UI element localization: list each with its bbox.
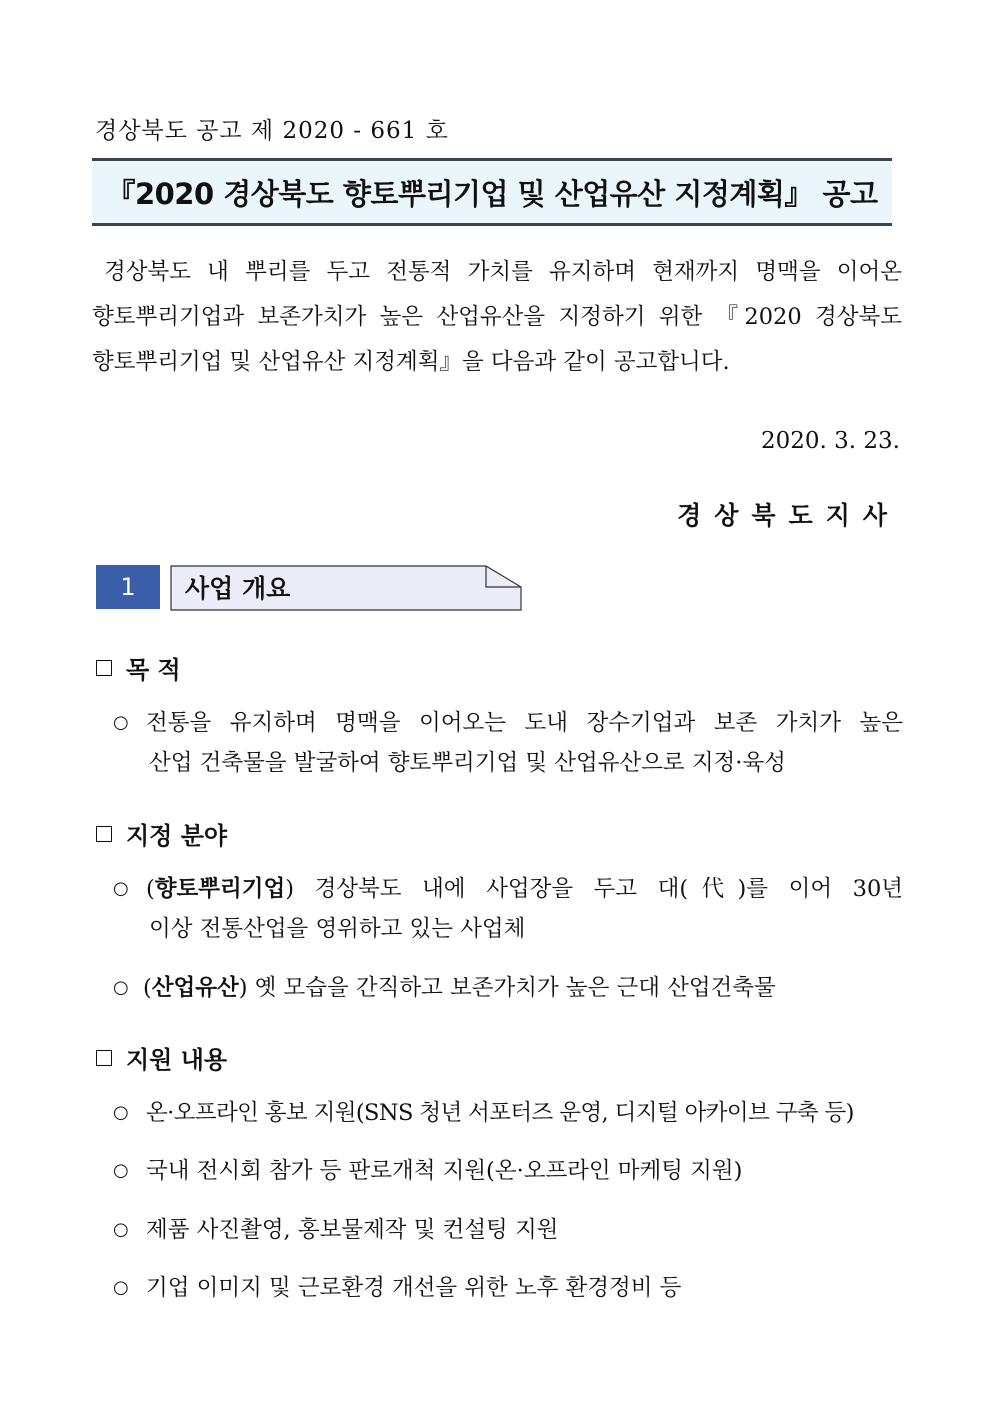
list-item: [113, 1151, 903, 1191]
subheading-fields: [96, 816, 227, 851]
list-item: [113, 1210, 903, 1250]
subheading-text: 지원 내용: [126, 1046, 228, 1074]
list-item: ○ (향토뿌리기업) 경상북도 내에 사업장을 두고 대(代)를 이어 30년 이상 전통산업을 영위하고 있는 사업체: [113, 869, 903, 949]
list-item-text: 옛 모습을 간직하고 보존가치가 높은 근대 산업건축물: [254, 975, 776, 1001]
list-item: [113, 1093, 903, 1133]
circle-bullet-icon: ○: [113, 1277, 129, 1298]
section-title: 사업 개요: [185, 574, 291, 603]
field-label: 향토뿌리기업: [154, 876, 286, 902]
checkbox-square-icon: [96, 826, 112, 842]
list-item: [113, 1268, 903, 1308]
subheading-text: 지정 분야: [126, 822, 228, 850]
intro-line: 경상북도 내 뿌리를 두고 전통적 가치를 유지하며 현재까지 명맥을 이어온: [104, 259, 902, 285]
list-item: [113, 703, 903, 783]
list-item-text: 기업 이미지 및 근로환경 개선을 위한 노후 환경정비 등: [146, 1275, 682, 1301]
list-item-line: 이상 전통산업을 영위하고 있는 사업체: [149, 916, 526, 942]
intro-paragraph: [92, 250, 902, 385]
subheading-text: 목 적: [126, 656, 181, 684]
signer: 경상북도지사: [677, 501, 900, 530]
subheading-purpose: [96, 650, 181, 685]
intro-line: 향토뿌리기업 및 산업유산 지정계획』을 다음과 같이 공고합니다.: [92, 349, 730, 375]
checkbox-square-icon: [96, 1050, 112, 1066]
circle-bullet-icon: ○: [113, 1160, 129, 1181]
subheading-support: [96, 1040, 227, 1075]
list-item-line: 전통을 유지하며 명맥을 이어오는 도내 장수기업과 보존 가치가 높은: [146, 710, 903, 736]
title-banner: [92, 158, 892, 226]
list-item-text: 제품 사진촬영, 홍보물제작 및 컨설팅 지원: [146, 1217, 559, 1243]
list-item-text: 온·오프라인 홍보 지원(SNS 청년 서포터즈 운영, 디지털 아카이브 구축 등): [146, 1100, 854, 1126]
list-item-text: 국내 전시회 참가 등 판로개척 지원(온·오프라인 마케팅 지원): [146, 1158, 743, 1184]
section-number: 1: [96, 565, 160, 609]
checkbox-square-icon: [96, 660, 112, 676]
circle-bullet-icon: ○: [113, 712, 129, 733]
notice-title: 『2020 경상북도 향토뿌리기업 및 산업유산 지정계획』 공고: [106, 176, 878, 211]
circle-bullet-icon: ○: [113, 1102, 129, 1123]
circle-bullet-icon: ○: [113, 878, 129, 899]
circle-bullet-icon: ○: [113, 977, 129, 998]
notice-date: 2020. 3. 23.: [761, 428, 900, 454]
list-item-text: 경상북도 내에 사업장을 두고 대(代)를 이어 30년: [314, 876, 903, 902]
list-item: ○ (산업유산) 옛 모습을 간직하고 보존가치가 높은 근대 산업건축물: [113, 968, 903, 1008]
circle-bullet-icon: ○: [113, 1219, 129, 1240]
notice-number: 경상북도 공고 제 2020 - 661 호: [95, 118, 449, 144]
list-item-line: 산업 건축물을 발굴하여 향토뿌리기업 및 산업유산으로 지정·육성: [149, 750, 786, 776]
intro-line: 향토뿌리기업과 보존가치가 높은 산업유산을 지정하기 위한 『2020 경상북도: [92, 304, 902, 330]
field-label: 산업유산: [151, 975, 239, 1001]
